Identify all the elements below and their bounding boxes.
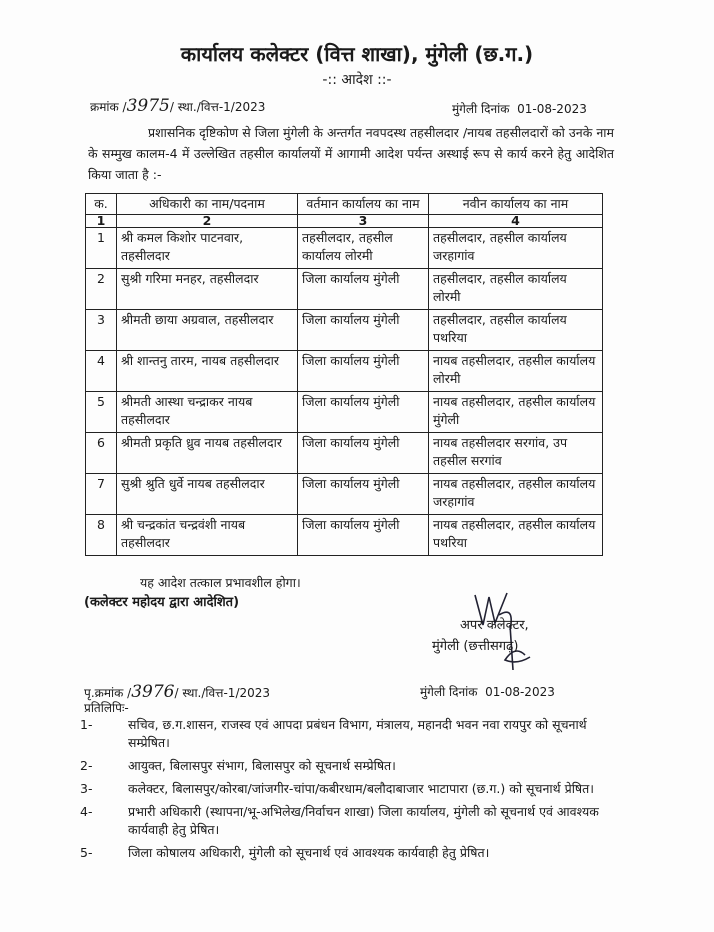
serial-number: 5 [86,392,117,433]
serial-number: 6 [86,433,117,474]
copy-date-label: मुंगेली दिनांक [420,685,478,699]
officer-name: सुश्री गरिमा मनहर, तहसीलदार [117,269,298,310]
current-office: जिला कार्यालय मुंगेली [298,392,429,433]
col-number: 4 [429,215,603,228]
col-header-new-office: नवीन कार्यालय का नाम [429,194,603,215]
col-number: 1 [86,215,117,228]
current-office: जिला कार्यालय मुंगेली [298,269,429,310]
copy-text: आयुक्त, बिलासपुर संभाग, बिलासपुर को सूचनार्थ सम्प्रेषित। [128,758,396,773]
copy-item [80,803,620,839]
officer-name: श्रीमती प्रकृति ध्रुव नायब तहसीलदार [117,433,298,474]
copy-number: 3- [80,781,93,796]
serial-number: 4 [86,351,117,392]
current-office: तहसीलदार, तहसील कार्यालय लोरमी [298,228,429,269]
copy-text: कलेक्टर, बिलासपुर/कोरबा/जांजगीर-चांपा/कबीरधाम/बलौदाबाजार भाटापारा (छ.ग.) को सूचनार्थ प्रेषित। [128,781,595,796]
table-row [86,392,603,433]
officer-name: श्रीमती छाया अग्रवाल, तहसीलदार [117,310,298,351]
serial-number: 3 [86,310,117,351]
order-reference [90,96,265,116]
order-heading: -:: आदेश ::- [322,72,392,88]
col-number: 3 [298,215,429,228]
officer-name: श्री चन्द्रकांत चन्द्रवंशी नायब तहसीलदार [117,515,298,556]
handwritten-copy-number: 3976 [131,682,175,702]
new-office: तहसीलदार, तहसील कार्यालय जरहागांव [429,228,603,269]
ref-suffix: / स्था./वित्त-1/2023 [169,100,266,114]
ordered-by: (कलेक्टर महोदय द्वारा आदेशित) [84,595,240,610]
copy-item [80,716,620,752]
copy-item [80,757,620,775]
copy-number: 5- [80,845,93,860]
table-row [86,310,603,351]
date-label: मुंगेली दिनांक [452,102,510,116]
table-row [86,474,603,515]
officer-name: श्रीमती आस्था चन्द्राकर नायब तहसीलदार [117,392,298,433]
table-row [86,433,603,474]
current-office: जिला कार्यालय मुंगेली [298,310,429,351]
signatory-location: मुंगेली (छत्तीसगढ़) [432,639,519,654]
table-row [86,228,603,269]
copy-ref-prefix: पृ.क्रमांक / [84,686,132,700]
copy-number: 2- [80,758,93,773]
copy-number: 1- [80,717,93,732]
current-office: जिला कार्यालय मुंगेली [298,351,429,392]
new-office: नायब तहसीलदार, तहसील कार्यालय मुंगेली [429,392,603,433]
col-header-current-office: वर्तमान कार्यालय का नाम [298,194,429,215]
ref-prefix: क्रमांक / [90,100,127,114]
copy-item [80,844,620,862]
order-date [452,100,587,117]
officer-name: श्री शान्तनु तारम, नायब तहसीलदार [117,351,298,392]
copy-item [80,780,620,798]
new-office: नायब तहसीलदार, तहसील कार्यालय लोरमी [429,351,603,392]
order-paragraph: प्रशासनिक दृष्टिकोण से जिला मुंगेली के अन्तर्गत नवपदस्थ तहसीलदार /नायब तहसीलदारों को उनके नाम के सम्मुख कालम-4 में उल्लेखित तहसील कार्यालयों में आगामी आदेश पर्यन्त अस्थाई रूप से कार्य करने हेतु आदेशित किया जाता है :- [88,125,614,182]
col-header-sn: क. [86,194,117,215]
serial-number: 8 [86,515,117,556]
table-header-row [86,194,603,215]
column-number-row [86,215,603,228]
copy-text: प्रभारी अधिकारी (स्थापना/भू-अभिलेख/निर्वाचन शाखा) जिला कार्यालय, मुंगेली को सूचनार्थ एवं आवश्यक कार्यवाही हेतु प्रेषित। [128,804,599,837]
current-office: जिला कार्यालय मुंगेली [298,433,429,474]
copy-to-label: प्रतिलिपिः- [84,701,129,715]
copy-date-value: 01-08-2023 [485,685,555,699]
new-office: नायब तहसीलदार, तहसील कार्यालय जरहागांव [429,474,603,515]
new-office: तहसीलदार, तहसील कार्यालय पथरिया [429,310,603,351]
serial-number: 1 [86,228,117,269]
copy-number: 4- [80,804,93,819]
new-office: नायब तहसीलदार सरगांव, उप तहसील सरगांव [429,433,603,474]
serial-number: 2 [86,269,117,310]
new-office: तहसीलदार, तहसील कार्यालय लोरमी [429,269,603,310]
col-number: 2 [117,215,298,228]
effective-note: यह आदेश तत्काल प्रभावशील होगा। [140,575,301,590]
table-row [86,351,603,392]
new-office: नायब तहसीलदार, तहसील कार्यालय पथरिया [429,515,603,556]
copy-date [420,683,555,700]
copy-text: जिला कोषालय अधिकारी, मुंगेली को सूचनार्थ एवं आवश्यक कार्यवाही हेतु प्रेषित। [128,845,490,860]
table-row [86,515,603,556]
officer-name: श्री कमल किशोर पाटनवार, तहसीलदार [117,228,298,269]
col-header-officer: अधिकारी का नाम/पदनाम [117,194,298,215]
copy-ref-suffix: / स्था./वित्त-1/2023 [174,686,271,700]
serial-number: 7 [86,474,117,515]
office-title: कार्यालय कलेक्टर (वित्त शाखा), मुंगेली (छ.ग.) [180,42,534,66]
handwritten-order-number: 3975 [126,96,170,116]
current-office: जिला कार्यालय मुंगेली [298,474,429,515]
officer-name: सुश्री श्रुति धुर्वे नायब तहसीलदार [117,474,298,515]
transfer-table [85,193,603,556]
copy-list [80,716,620,867]
current-office: जिला कार्यालय मुंगेली [298,515,429,556]
copy-text: सचिव, छ.ग.शासन, राजस्व एवं आपदा प्रबंधन विभाग, मंत्रालय, महानदी भवन नवा रायपुर को सूचनार्थ सम्प्रेषित। [128,717,587,750]
table-row [86,269,603,310]
date-value: 01-08-2023 [517,102,587,116]
signatory-designation: अपर कलेक्टर, [460,618,529,633]
